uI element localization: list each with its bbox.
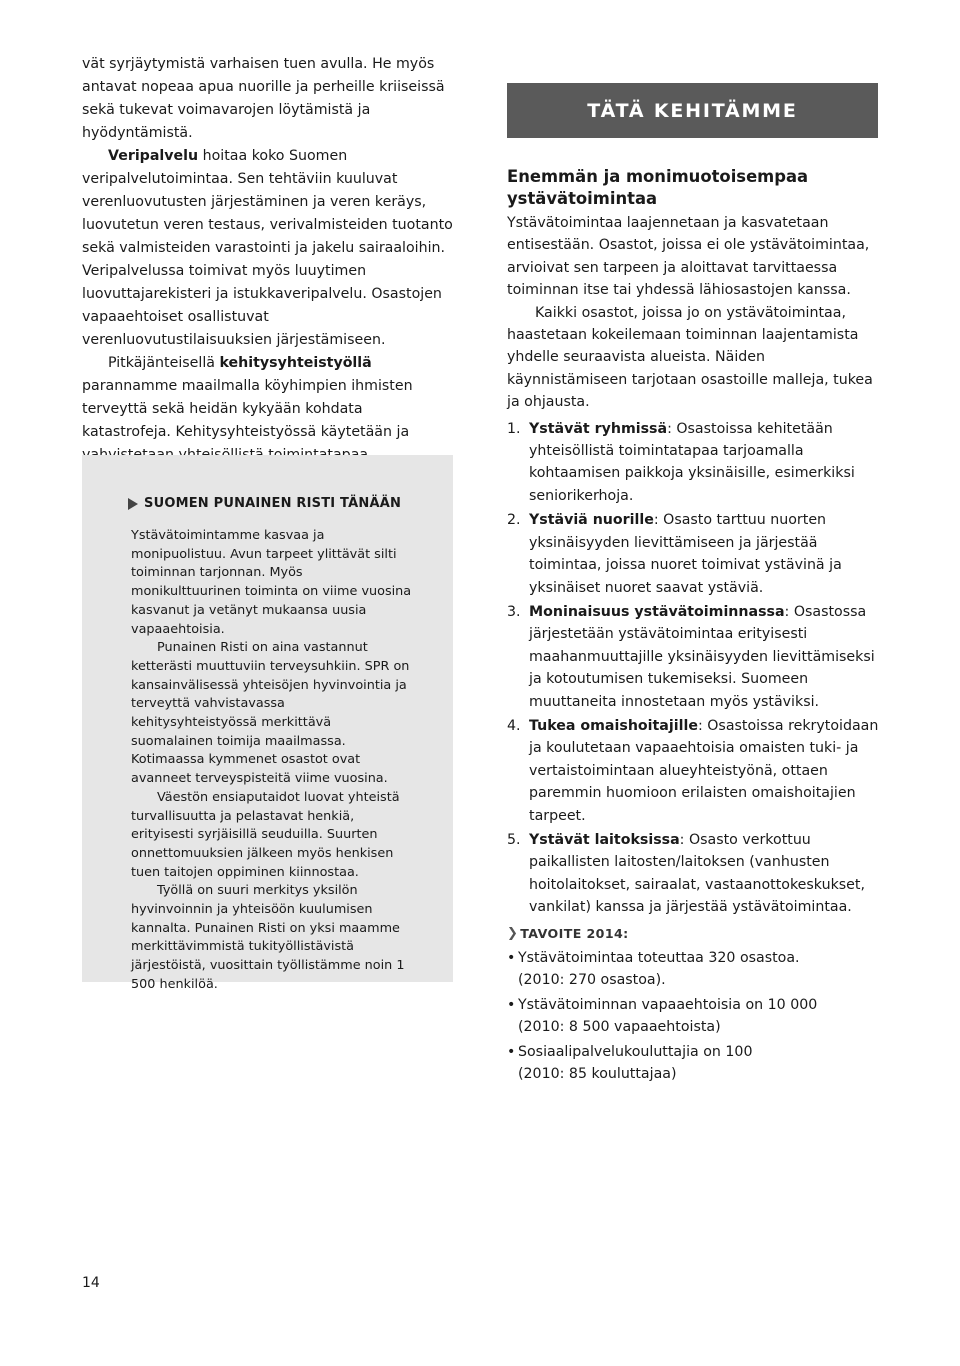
left-paragraph-2 xyxy=(82,145,454,352)
list-item-text: : Osastoissa rekrytoidaan ja koulutetaan vapaaehtoisia omaisten tuki- ja vertaistoimintaan alueyhteistyönä, ottaen paremmin huomioon erilaisten omaishoitajien tarpeet. xyxy=(529,717,879,824)
info-box-title xyxy=(128,496,448,511)
goal-heading xyxy=(507,923,882,945)
goals-list xyxy=(507,947,882,1085)
goal-text: Ystävätoimintaa toteuttaa 320 osastoa. xyxy=(518,950,800,966)
list-item-text: : Osasto tarttuu nuorten yksinäisyyden lievittämiseen ja järjestää toimintaa, joissa nuoret toimivat ystävinä ja yksinäiset nuoret saavat ystäviä. xyxy=(529,512,842,596)
bullet-icon: • xyxy=(507,950,516,966)
right-column xyxy=(507,166,882,1087)
goal-item xyxy=(507,1041,882,1086)
list-item xyxy=(507,509,882,599)
left-paragraph-3-pre: Pitkäjänteisellä xyxy=(108,355,220,371)
kehitysyhteistyo-term: kehitysyhteistyöllä xyxy=(219,355,372,371)
goal-baseline: (2010: 85 kouluttajaa) xyxy=(518,1066,677,1083)
left-column xyxy=(82,53,454,467)
info-box-body xyxy=(131,527,413,995)
section-banner: TÄTÄ KEHITÄMME xyxy=(507,83,878,138)
goal-item xyxy=(507,994,882,1039)
list-item xyxy=(507,601,882,713)
left-paragraph-3-text: parannamme maailmalla köyhimpien ihmisten terveyttä sekä heidän kykyään kohdata katastrofeja. Kehitysyhteistyössä käytetään ja xyxy=(82,378,413,440)
list-item-title: Tukea omaishoitajille xyxy=(529,717,698,734)
info-box-paragraph-1: Ystävätoimintamme kasvaa ja monipuolistuu. Avun tarpeet ylittävät silti toiminnan tarjonnan. Myös monikulttuurinen toiminta on viime vuosina kasvanut ja vetänyt mukaansa uusia vapaaehtoisia. xyxy=(131,528,412,637)
goal-text: Ystävätoiminnan vapaaehtoisia on 10 000 xyxy=(518,996,818,1013)
right-paragraph-1: Ystävätoimintaa laajennetaan ja kasvatetaan entisestään. Osastot, joissa ei ole ystävätoimintaa, arvioivat sen tarpeen ja aloittavat tarvittaessa toiminnan itse tai yhdessä lähiosastojen kanssa. xyxy=(507,215,870,299)
list-item xyxy=(507,418,882,508)
bullet-icon: • xyxy=(507,1043,516,1060)
veripalvelu-term: Veripalvelu xyxy=(108,148,199,164)
goal-item xyxy=(507,947,882,992)
bullet-icon: • xyxy=(507,996,516,1013)
list-item-title: Ystävät ryhmissä xyxy=(529,420,668,437)
list-item xyxy=(507,715,882,827)
right-paragraph-2: Kaikki osastot, joissa jo on ystävätoimintaa, haastetaan kokeilemaan toiminnan laajentamista yhdelle seuraavista alueista. Näiden käynnistämiseen tarjotaan osastoille malleja, tukea ja ohjausta. xyxy=(507,304,873,411)
goal-heading-text: TAVOITE 2014: xyxy=(520,925,629,941)
left-paragraph-1: vät syrjäytymistä varhaisen tuen avulla. He myös antavat nopeaa apua nuorille ja perheille kriiseissä sekä tukevat voimavarojen löytämistä ja hyödyntämistä. xyxy=(82,56,445,141)
triangle-right-icon xyxy=(128,498,138,510)
list-item-title: Ystävät laitoksissa xyxy=(529,831,680,848)
goal-text: Sosiaalipalvelukouluttajia on 100 xyxy=(518,1043,753,1060)
list-item-text: : Osasto verkottuu paikallisten laitosten/laitoksen (vanhusten hoitolaitokset, sairaalat, vastaanottokeskukset, vankilat) kanssa ja järjestää ystävätoimintaa. xyxy=(529,831,865,916)
info-box-paragraph-2: Punainen Risti on aina vastannut ketterästi muuttuviin terveysuhkiin. SPR on kansainvälisessä yhteisöjen hyvinvointia ja terveyttä vahvistavassa kehitysyhteistyössä merkittävä suomalainen toimija maailmassa. Kotimaassa kymmenet osastot ovat avanneet terveyspisteitä viime vuosina. xyxy=(131,640,410,787)
focus-areas-list xyxy=(507,418,882,919)
goal-baseline: (2010: 8 500 vapaaehtoista) xyxy=(518,1019,721,1036)
left-paragraph-3 xyxy=(82,352,454,467)
section-heading: Enemmän ja monimuotoisempaa ystävätoimintaa xyxy=(507,167,809,208)
list-item-title: Ystäviä nuorille xyxy=(529,512,654,529)
list-item-text: : Osastoissa kehitetään yhteisöllistä toimintatapaa tarjoamalla kohtaamisen paikkoja yksinäisille, esimerkiksi seniorikerhoja. xyxy=(529,420,855,504)
chevron-right-icon: ❯ xyxy=(507,925,519,941)
info-box-paragraph-3: Väestön ensiaputaidot luovat yhteistä turvallisuutta ja pelastavat henkiä, erityisesti syrjäisillä seuduilla. Suurten onnettomuuksien jälkeen myös henkisen tuen taitojen oppiminen kiinnostaa. xyxy=(131,789,400,880)
page-number: 14 xyxy=(82,1275,100,1291)
list-number: 5. xyxy=(507,831,521,848)
list-number: 3. xyxy=(507,603,521,620)
list-item-title: Moninaisuus ystävätoiminnassa xyxy=(529,603,785,620)
info-box-paragraph-4: Työllä on suuri merkitys yksilön hyvinvoinnin ja yhteisöön kuulumisen kannalta. Punainen Risti on yksi maamme merkittävimmistä tukityöllistävistä järjestöistä, vuosittain työllistämme noin 1 500 henkilöä. xyxy=(131,883,405,992)
left-paragraph-2-text: hoitaa koko Suomen veripalvelutoimintaa. Sen tehtäviin kuuluvat verenluovutusten järjestäminen ja veren keräys, luovutetun veren testaus, verivalmisteiden tuotanto sekä valmisteiden varastointi ja jakelu sairaaloihin. Veripalvelussa toimivat myös luuytimen luovuttajarekisteri ja istukkaveripalvelu. Osastojen vapaaehtoiset osallistuvat verenluovutustilaisuuksien järjestämiseen. xyxy=(82,148,453,348)
list-item xyxy=(507,829,882,919)
list-number: 2. xyxy=(507,512,521,529)
list-number: 1. xyxy=(507,420,521,437)
list-item-text: : Osastossa järjestetään ystävätoimintaa erityisesti maahanmuuttajille yksinäisyyden lievittämiseksi ja kotoutumisen tukemiseksi. Suomeen muuttaneita innostetaan myös ystäviksi. xyxy=(529,603,875,710)
goal-baseline: (2010: 270 osastoa). xyxy=(518,972,666,989)
info-box-title-text: SUOMEN PUNAINEN RISTI TÄNÄÄN xyxy=(144,496,402,511)
list-number: 4. xyxy=(507,717,521,734)
